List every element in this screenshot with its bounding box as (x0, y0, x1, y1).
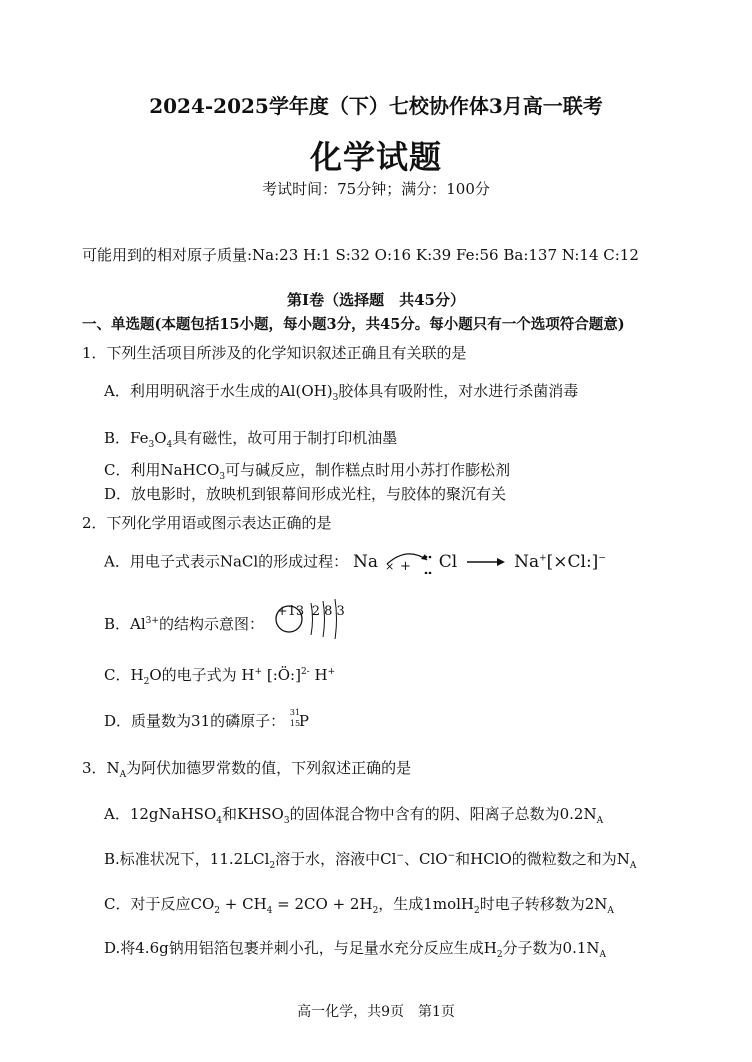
q2-option-c: C．$H_2O$的电子式为 H+ [:Ö:]$^{2-}$ H+ (104, 666, 336, 687)
svg-text:+: + (400, 559, 412, 574)
q2-option-b: B．$Al^{3+}$的结构示意图： +13 2 8 3 (104, 605, 353, 645)
q3-stem: 3．$N_A$为阿伏加德罗常数的值，下列叙述正确的是 (82, 759, 412, 780)
al-ion-structure-diagram: +13 2 8 3 (273, 601, 353, 641)
q1-option-d: D．放电影时，放映机到银幕间形成光柱，与胶体的聚沉有关 (104, 485, 507, 503)
exam-title: 2024-2025学年度（下）七校协作体3月高一联考 (149, 94, 603, 118)
q2-option-a: A．用电子式表示NaCl的形成过程： Na × + Cl Na+[×Cl:]− (104, 551, 606, 574)
q1-option-a: A．利用明矾溶于水生成的$Al(OH)_3$胶体具有吸附性，对水进行杀菌消毒 (104, 382, 579, 403)
q1-stem: 1．下列生活项目所涉及的化学知识叙述正确且有关联的是 (82, 344, 467, 362)
q2-stem: 2．下列化学用语或图示表达正确的是 (82, 514, 332, 532)
q3-option-a: A．12gNaHSO$_4$和$KHSO_3$的固体混合物中含有的阴、阳离子总数为$0.2N_A$ (104, 805, 604, 826)
q2-option-d: D．质量数为31的磷原子： 31 15 P (104, 710, 312, 732)
h2o-electron-formula: H+ [:Ö:]$^{2-}$ H+ (241, 666, 336, 684)
subject-title: 化学试题 (309, 138, 442, 176)
electron-transfer-arrow-icon (383, 550, 433, 574)
q1-option-b: B．$Fe_3O_4$具有磁性，故可用于制打印机油墨 (104, 429, 398, 450)
page-footer: 高一化学，共9页 第1页 (297, 1004, 455, 1020)
q3-option-c: C．对于反应$CO_2 + CH_4 = 2CO + 2H_2$，生成1molH$_2$时电子转移数为$2N_A$ (104, 895, 614, 916)
part1-title: 第Ⅰ卷（选择题 共45分） (287, 291, 465, 309)
reaction-arrow-icon (463, 555, 509, 569)
q3-option-b: B.标准状况下，11.2LCl$_2$溶于水，溶液中Cl−、ClO−和HClO的微粒数之和为$N_A$ (104, 850, 637, 871)
nacl-electron-formula: Na × + Cl Na+[×Cl:]− (352, 551, 606, 574)
exam-time-score: 考试时间：75分钟；满分：100分 (262, 180, 490, 198)
svg-text:×: × (385, 560, 395, 573)
phosphorus-nuclide: 31 15 P (289, 708, 309, 730)
section-heading: 一、单选题(本题包括15小题，每小题3分，共45分。每小题只有一个选项符合题意) (82, 316, 625, 333)
q3-option-d: D.将4.6g钠用铝箔包裹并刺小孔，与足量水充分反应生成$H_2$分子数为$0.1N_A$ (104, 939, 607, 960)
atomic-masses: 可能用到的相对原子质量:Na:23 H:1 S:32 O:16 K:39 Fe:56 Ba:137 N:14 C:12 (82, 246, 639, 264)
q1-option-c: C．利用NaHCO$_3$可与碱反应，制作糕点时用小苏打作膨松剂 (104, 461, 511, 482)
